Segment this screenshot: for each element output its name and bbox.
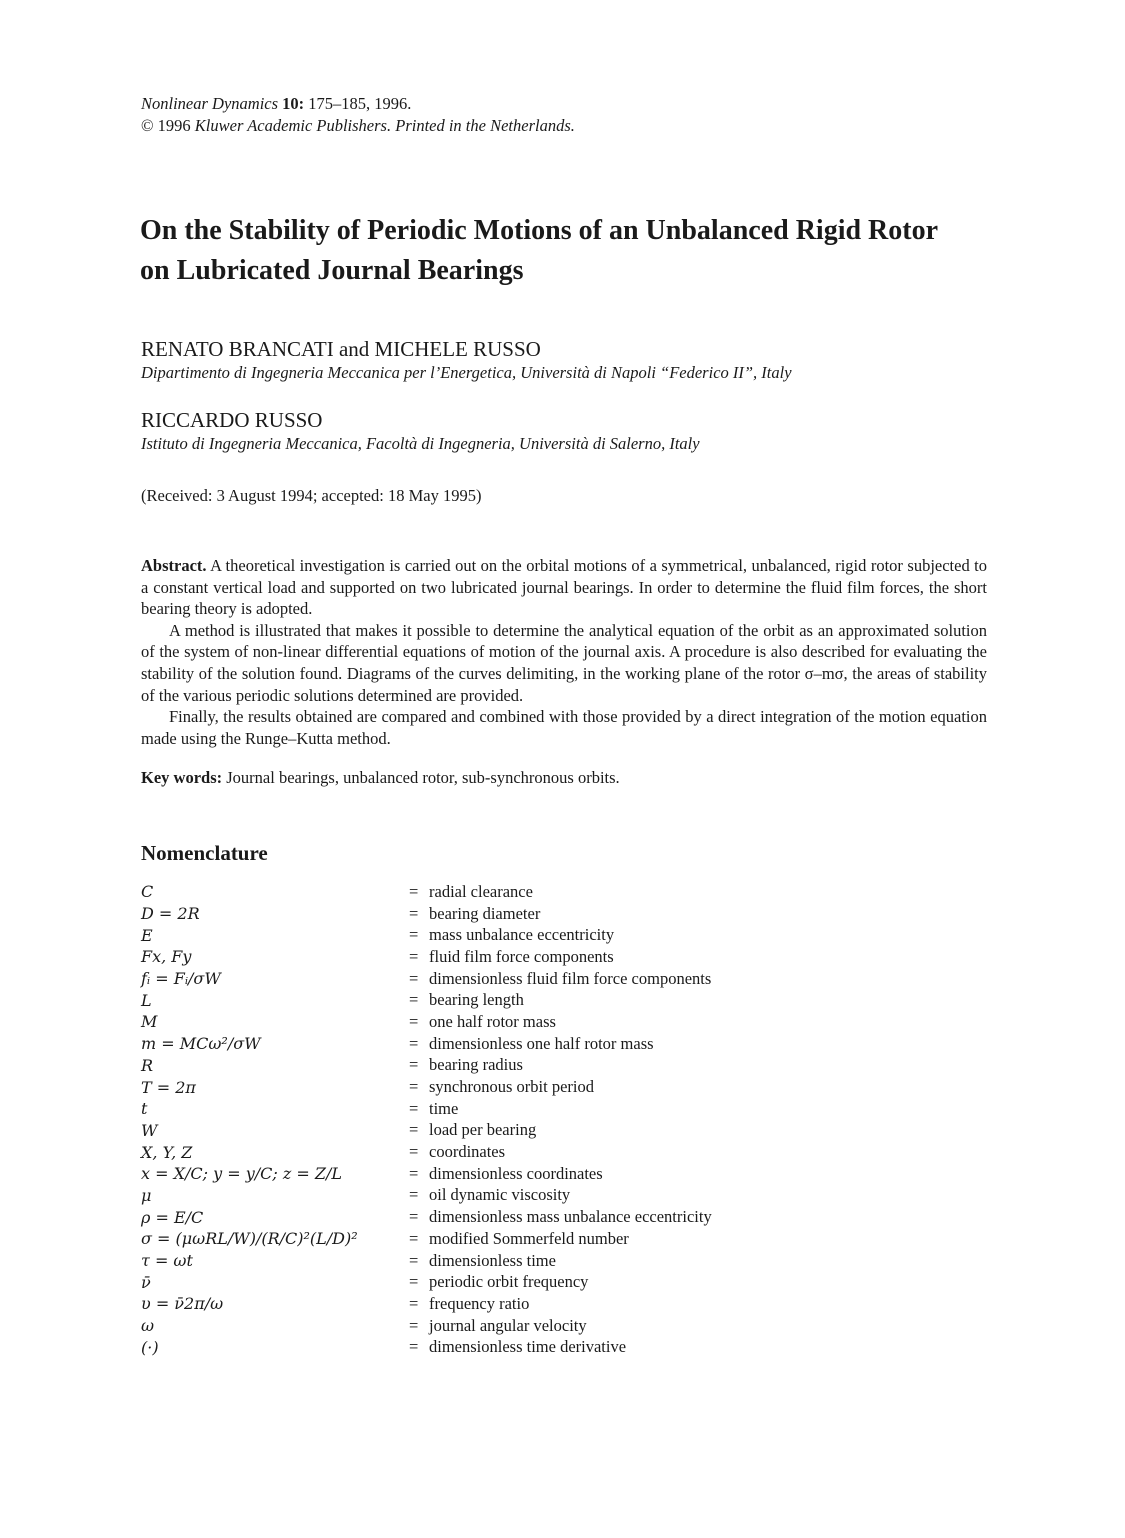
copyright-icon: © — [141, 116, 154, 135]
nomenclature-symbol: t — [141, 1099, 148, 1119]
nomenclature-symbol: τ = ωt — [141, 1251, 193, 1271]
nomenclature-row — [141, 1206, 801, 1228]
nomenclature-symbol: X, Y, Z — [141, 1142, 193, 1162]
nomenclature-definition: oil dynamic viscosity — [429, 1185, 571, 1205]
nomenclature-definition: radial clearance — [429, 881, 533, 901]
nomenclature-equals: = — [409, 1077, 419, 1097]
abstract-paragraph-2: A method is illustrated that makes it possible to determine the analytical equation of the orbit as an approximated solution of the system of non-linear differential equations of motion of the journal axis. A procedure is also described for evaluating the stability of the solution found. Diagrams of the curves delimiting, in the working plane of the rotor σ–mσ, the areas of stability of the various periodic solutions determined are provided. — [141, 620, 987, 705]
nomenclature-symbol: ρ = E/C — [141, 1207, 204, 1227]
publisher: Kluwer Academic Publishers. — [194, 116, 392, 135]
title-line-1: On the Stability of Periodic Motions of an Unbalanced Rigid Rotor — [140, 215, 939, 246]
nomenclature-row — [141, 1315, 801, 1337]
nomenclature-symbol: Fx, Fy — [141, 947, 192, 967]
nomenclature-equals: = — [409, 1185, 419, 1205]
nomenclature-row — [141, 1163, 801, 1185]
abstract-paragraph-3: Finally, the results obtained are compared and combined with those provided by a direct integration of the motion equation made using the Runge–Kutta method. — [141, 707, 987, 748]
nomenclature-equals: = — [409, 903, 419, 923]
nomenclature-symbol: L — [141, 990, 152, 1010]
nomenclature-equals: = — [409, 1293, 419, 1313]
nomenclature-row — [141, 968, 801, 990]
nomenclature-symbol: μ — [141, 1185, 152, 1205]
nomenclature-row — [141, 1271, 801, 1293]
abstract-text-1: A theoretical investigation is carried out on the orbital motions of a symmetrical, unbalanced, rigid rotor subjected to a constant vertical load and supported on two lubricated journal bearings. In order to determine the fluid film forces, the short bearing theory is adopted. — [141, 556, 987, 619]
nomenclature-equals: = — [409, 1272, 419, 1292]
nomenclature-row — [141, 1141, 801, 1163]
nomenclature-symbol: x = X/C; y = y/C; z = Z/L — [141, 1164, 343, 1184]
paper-title — [140, 211, 1020, 291]
nomenclature-definition: coordinates — [429, 1142, 506, 1162]
journal-header — [141, 93, 575, 137]
received-dates: (Received: 3 August 1994; accepted: 18 May 1995) — [141, 486, 482, 505]
nomenclature-definition: dimensionless mass unbalance eccentricity — [429, 1207, 712, 1227]
nomenclature-heading: Nomenclature — [141, 841, 268, 865]
nomenclature-definition: dimensionless coordinates — [429, 1163, 603, 1183]
nomenclature-definition: periodic orbit frequency — [429, 1272, 589, 1292]
nomenclature-row — [141, 1055, 801, 1077]
nomenclature-definition: bearing radius — [429, 1055, 523, 1075]
nomenclature-equals: = — [409, 968, 419, 988]
nomenclature-equals: = — [409, 1011, 419, 1031]
nomenclature-equals: = — [409, 925, 419, 945]
nomenclature-equals: = — [409, 1315, 419, 1335]
nomenclature-row — [141, 946, 801, 968]
nomenclature-symbol: E — [141, 925, 153, 945]
nomenclature-row — [141, 1336, 801, 1358]
abstract-paragraph-1 — [141, 555, 987, 620]
nomenclature-symbol: ν̄ — [141, 1272, 151, 1292]
nomenclature-equals: = — [409, 946, 419, 966]
nomenclature-symbol: ω — [141, 1316, 155, 1336]
journal-citation — [141, 93, 575, 115]
nomenclature-row — [141, 903, 801, 925]
nomenclature-row — [141, 1185, 801, 1207]
nomenclature-row — [141, 989, 801, 1011]
abstract — [141, 555, 987, 749]
printed-location: Printed in the Netherlands. — [395, 116, 575, 135]
author-affiliation-1: Dipartimento di Ingegneria Meccanica per l’Energetica, Università di Napoli “Federico II”, Italy — [141, 363, 792, 382]
nomenclature-symbol: R — [141, 1055, 154, 1075]
nomenclature-symbol: C — [141, 882, 154, 902]
nomenclature-row — [141, 1098, 801, 1120]
nomenclature-symbol: m = MCω²/σW — [141, 1034, 261, 1054]
journal-volume: 10: — [282, 94, 305, 113]
nomenclature-equals: = — [409, 1098, 419, 1118]
nomenclature-symbol: D = 2R — [141, 904, 200, 924]
nomenclature-definition: load per bearing — [429, 1120, 537, 1140]
nomenclature-equals: = — [409, 1228, 419, 1248]
journal-name: Nonlinear Dynamics — [141, 94, 279, 113]
nomenclature-row — [141, 881, 801, 903]
nomenclature-row — [141, 1076, 801, 1098]
nomenclature-equals: = — [409, 1142, 419, 1162]
nomenclature-equals: = — [409, 1250, 419, 1270]
nomenclature-symbol: σ = (μωRL/W)/(R/C)²(L/D)² — [141, 1229, 358, 1249]
nomenclature-equals: = — [409, 1337, 419, 1357]
author-names-2: RICCARDO RUSSO — [141, 408, 323, 432]
nomenclature-symbol: υ = ν̄2π/ω — [141, 1294, 224, 1314]
title-line-2: on Lubricated Journal Bearings — [140, 255, 524, 286]
nomenclature-definition: one half rotor mass — [429, 1011, 556, 1031]
nomenclature-equals: = — [409, 1055, 419, 1075]
journal-pages-year: 175–185, 1996. — [308, 94, 412, 113]
nomenclature-definition: dimensionless one half rotor mass — [429, 1033, 654, 1053]
nomenclature-definition: fluid film force components — [429, 946, 614, 966]
nomenclature-equals: = — [409, 1033, 419, 1053]
author-names-1: RENATO BRANCATI and MICHELE RUSSO — [141, 337, 541, 361]
nomenclature-row — [141, 924, 801, 946]
nomenclature-row — [141, 1293, 801, 1315]
nomenclature-equals: = — [409, 1207, 419, 1227]
author-affiliation-2: Istituto di Ingegneria Meccanica, Facoltà di Ingegneria, Università di Salerno, Italy — [141, 434, 700, 453]
nomenclature-definition: bearing diameter — [429, 903, 541, 923]
nomenclature-row — [141, 1250, 801, 1272]
nomenclature-row — [141, 1011, 801, 1033]
nomenclature-definition: synchronous orbit period — [429, 1077, 594, 1097]
nomenclature-symbol: T = 2π — [141, 1077, 196, 1097]
nomenclature-symbol: (·) — [141, 1337, 159, 1357]
nomenclature-row — [141, 1033, 801, 1055]
nomenclature-equals: = — [409, 990, 419, 1010]
nomenclature-definition: modified Sommerfeld number — [429, 1228, 629, 1248]
keywords — [141, 767, 620, 789]
nomenclature-definition: mass unbalance eccentricity — [429, 925, 615, 945]
nomenclature-definition: dimensionless fluid film force components — [429, 968, 712, 988]
keywords-text: Journal bearings, unbalanced rotor, sub-synchronous orbits. — [226, 768, 620, 787]
nomenclature-symbol: W — [141, 1120, 158, 1140]
nomenclature-definition: bearing length — [429, 990, 524, 1010]
nomenclature-row — [141, 1228, 801, 1250]
nomenclature-definition: dimensionless time — [429, 1250, 556, 1270]
abstract-label: Abstract. — [141, 556, 207, 575]
nomenclature-equals: = — [409, 881, 419, 901]
nomenclature-row — [141, 1120, 801, 1142]
nomenclature-table — [141, 881, 801, 1358]
nomenclature-definition: frequency ratio — [429, 1293, 530, 1313]
nomenclature-symbol: fᵢ = Fᵢ/σW — [141, 969, 221, 989]
copyright-year: 1996 — [157, 116, 191, 135]
nomenclature-symbol: M — [141, 1012, 158, 1032]
keywords-label: Key words: — [141, 768, 223, 787]
nomenclature-equals: = — [409, 1163, 419, 1183]
nomenclature-equals: = — [409, 1120, 419, 1140]
nomenclature-definition: time — [429, 1098, 459, 1118]
copyright-line — [141, 115, 575, 137]
nomenclature-definition: dimensionless time derivative — [429, 1337, 627, 1357]
nomenclature-definition: journal angular velocity — [429, 1315, 587, 1335]
